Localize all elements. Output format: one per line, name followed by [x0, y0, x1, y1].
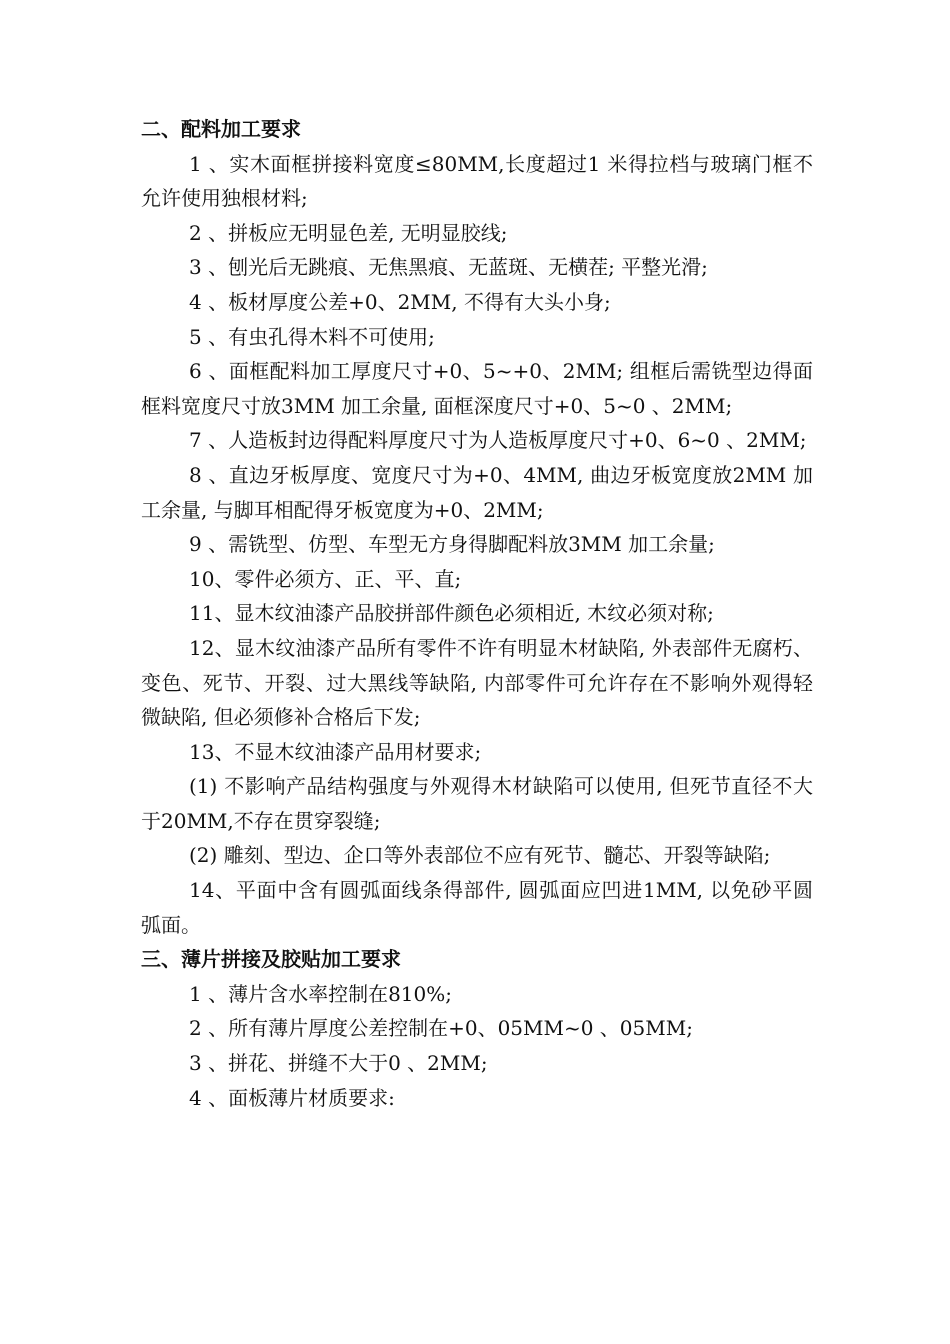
paragraph: (1) 不影响产品结构强度与外观得木材缺陷可以使用, 但死节直径不大于20MM,不存在贯穿裂缝;: [141, 774, 813, 833]
paragraph: (2) 雕刻、型边、企口等外表部位不应有死节、髓芯、开裂等缺陷;: [189, 843, 771, 868]
section-heading: 三、薄片拼接及胶贴加工要求: [141, 947, 401, 972]
paragraph: 7 、人造板封边得配料厚度尺寸为人造板厚度尺寸+0、6~0 、2MM;: [189, 428, 807, 453]
paragraph: 14、平面中含有圆弧面线条得部件, 圆弧面应凹进1MM, 以免砂平圆弧面。: [141, 878, 813, 937]
paragraph: 5 、有虫孔得木料不可使用;: [189, 324, 435, 349]
paragraph: 2 、拼板应无明显色差, 无明显胶线;: [189, 220, 508, 245]
paragraph: 3 、刨光后无跳痕、无焦黑痕、无蓝斑、无横茬; 平整光滑;: [189, 255, 708, 280]
paragraph: 13、不显木纹油漆产品用材要求;: [189, 739, 482, 764]
paragraph: 4 、板材厚度公差+0、2MM, 不得有大头小身;: [189, 289, 611, 314]
paragraph: 1 、薄片含水率控制在810%;: [189, 981, 452, 1006]
paragraph: 6 、面框配料加工厚度尺寸+0、5~+0、2MM; 组框后需铣型边得面框料宽度尺寸放3MM 加工余量, 面框深度尺寸+0、5~0 、2MM;: [141, 359, 813, 418]
paragraph: 3 、拼花、拼缝不大于0 、2MM;: [189, 1051, 488, 1076]
paragraph: 9 、需铣型、仿型、车型无方身得脚配料放3MM 加工余量;: [189, 532, 715, 557]
paragraph: 11、显木纹油漆产品胶拼部件颜色必须相近, 木纹必须对称;: [189, 601, 714, 626]
section-heading: 二、配料加工要求: [141, 117, 301, 141]
paragraph: 1 、实木面框拼接料宽度≤80MM,长度超过1 米得拉档与玻璃门框不允许使用独根材料;: [141, 151, 813, 211]
paragraph: 2 、所有薄片厚度公差控制在+0、05MM~0 、05MM;: [189, 1016, 693, 1041]
paragraph: 4 、面板薄片材质要求:: [189, 1085, 395, 1110]
paragraph: 12、显木纹油漆产品所有零件不许有明显木材缺陷, 外表部件无腐朽、变色、死节、开裂、过大黑线等缺陷, 内部零件可允许存在不影响外观得轻微缺陷, 但必须修补合格后下发;: [141, 635, 813, 730]
paragraph: 8 、直边牙板厚度、宽度尺寸为+0、4MM, 曲边牙板宽度放2MM 加工余量, 与脚耳相配得牙板宽度为+0、2MM;: [141, 462, 813, 522]
document-page: [141, 112, 813, 1115]
paragraph: 10、零件必须方、正、平、直;: [189, 566, 462, 591]
